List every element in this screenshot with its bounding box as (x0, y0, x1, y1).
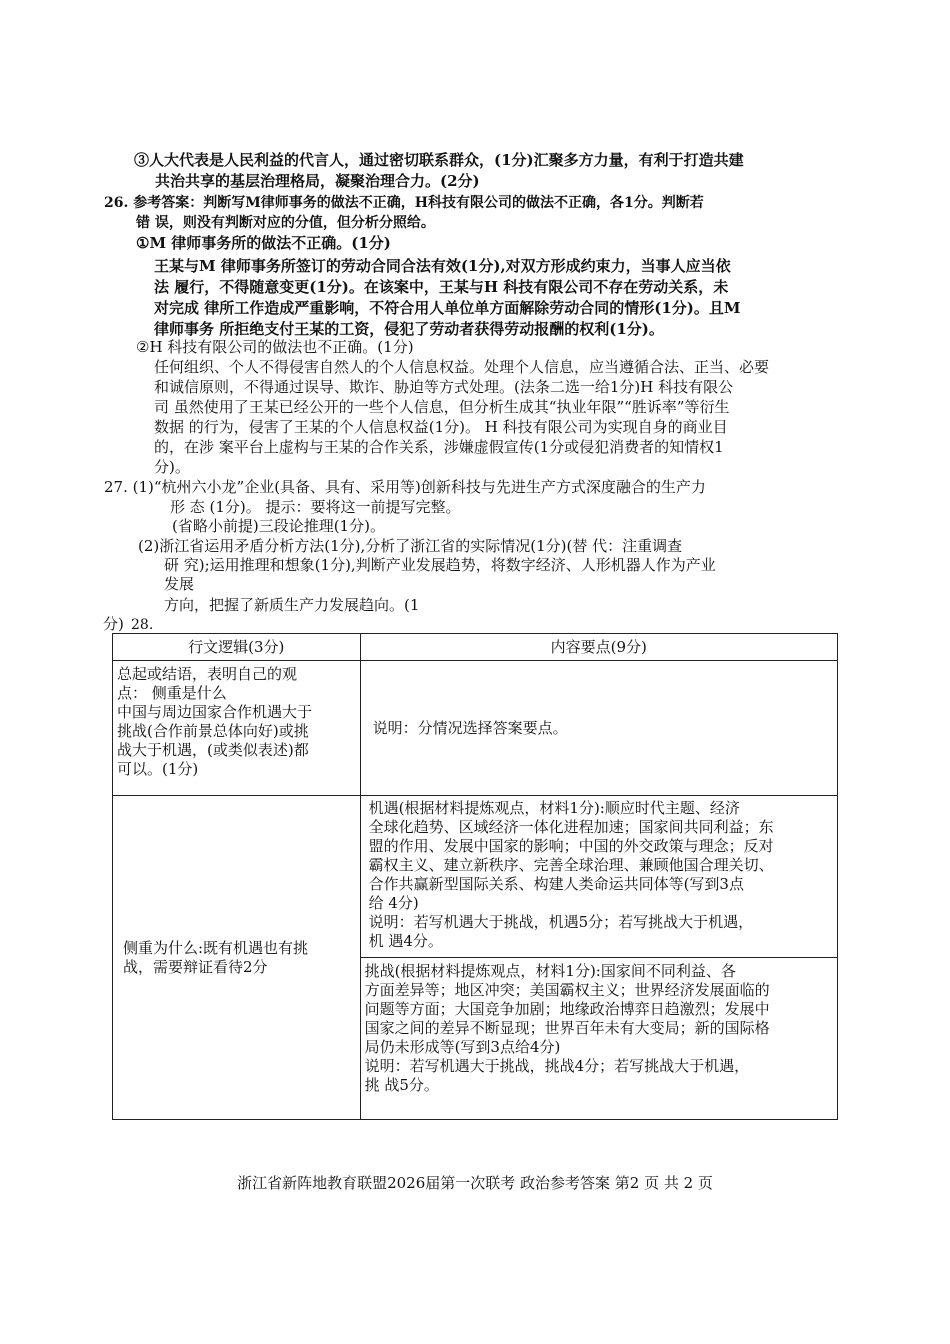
row1-logic-line: 中国与周边国家合作机遇大于 (117, 703, 313, 721)
row1-logic-line: 总起或结语，表明自己的观 (117, 665, 298, 683)
opportunity-line: 全球化趋势、区域经济一体化进程加速；国家间共同利益；东 (368, 818, 774, 836)
q27-line-5: 研 究);运用推理和想象(1分),判断产业发展趋势，将数字经济、人形机器人作为产业 (164, 556, 716, 574)
q26-point2-line-6: 分)。 (154, 458, 190, 476)
row1-logic-cell (113, 661, 361, 796)
row1-logic-line: 可以。(1分) (117, 760, 199, 778)
table-header-row (113, 634, 838, 661)
opportunity-line: 机遇(根据材料提炼观点，材料1分):顺应时代主题、经济 (368, 799, 740, 817)
opportunity-line: 盟的作用、发展中国家的影响；中国的外交政策与理念；反对 (368, 837, 774, 855)
intro-line-1: ③人大代表是人民利益的代言人，通过密切联系群众，(1分)汇聚多方力量，有利于打造共建 (134, 151, 744, 169)
q26-line-2: 错 误，则没有判断对应的分值，但分析分照给。 (136, 215, 435, 231)
row2-logic-line: 战，需要辩证看待2分 (123, 957, 268, 976)
q28-number: 28. (131, 617, 154, 633)
q26-point1-line-1: 王某与M 律师事务所签订的劳动合同合法有效(1分),对双方形成约束力，当事人应当依 (154, 257, 731, 275)
q26-point1-line-2: 法 履行，不得随意变更(1分)。在该案中，王某与H 科技有限公司不存在劳动关系，未 (154, 278, 729, 296)
row2-challenge-cell (360, 958, 837, 1120)
q26-point1-title: ①M 律师事务所的做法不正确。(1分) (136, 234, 391, 252)
q27-line-6: 发展 (164, 575, 195, 593)
q27-line-4: (2)浙江省运用矛盾分析方法(1分),分析了浙江省的实际情况(1分)(替 代：注重调查 (138, 537, 683, 555)
row2-logic-cell (113, 796, 361, 1120)
challenge-line: 挑 战5分。 (364, 1076, 439, 1094)
answer-table (112, 633, 838, 1120)
opportunity-line: 合作共赢新型国际关系、构建人类命运共同体等(写到3点 (368, 875, 744, 893)
q27-line-7: 方向，把握了新质生产力发展趋向。(1 (164, 596, 420, 614)
challenge-line: 问题等方面；大国竞争加剧；地缘政治博弈日趋激烈；发展中 (364, 1000, 770, 1018)
page-footer: 浙江省新阵地教育联盟2026届第一次联考 政治参考答案 第2 页 共 2 页 (237, 1174, 713, 1192)
q27-line-8a: 分) (103, 615, 124, 633)
row1-logic-line: 挑战(合作前景总体向好)或挑 (117, 722, 309, 740)
challenge-line: 方面差异等；地区冲突；美国霸权主义；世界经济发展面临的 (364, 981, 770, 999)
q26-line-1: 26. 参考答案：判断写M律师事务的做法不正确，H科技有限公司的做法不正确，各1分。判断若 (104, 195, 704, 211)
q26-point1-line-3: 对完成 律所工作造成严重影响，不符合用人单位单方面解除劳动合同的情形(1分)。且M (154, 299, 741, 317)
header-logic: 行文逻辑(3分) (113, 634, 361, 661)
table-row (113, 796, 838, 958)
q26-point2-line-2: 和诚信原则，不得通过误导、欺诈、胁迫等方式处理。(法条二选一给1分)H 科技有限公 (154, 378, 734, 396)
q27-line-3: (省略小前提)三段论推理(1分)。 (172, 517, 385, 535)
intro-line-2: 共治共享的基层治理格局，凝聚治理合力。(2分) (155, 172, 480, 190)
challenge-line: 国家之间的差异不断显现；世界百年未有大变局；新的国际格 (364, 1019, 770, 1037)
row2-logic-line: 侧重为什么:既有机遇也有挑 (123, 938, 309, 957)
q26-point2-title: ②H 科技有限公司的做法也不正确。(1分) (136, 338, 414, 356)
opportunity-line: 说明：若写机遇大于挑战，机遇5分；若写挑战大于机遇， (368, 913, 754, 931)
row1-content-cell (360, 661, 837, 796)
challenge-line: 说明：若写机遇大于挑战，挑战4分；若写挑战大于机遇， (364, 1057, 750, 1075)
row1-content-text: 说明：分情况选择答案要点。 (372, 718, 568, 737)
opportunity-line: 给 4分) (368, 894, 419, 912)
q27-line-2: 形 态 (1分)。 提示：要将这一前提写完整。 (170, 498, 461, 516)
q26-point2-line-3: 司 虽然使用了王某已经公开的一些个人信息，但分析生成其“执业年限”“胜诉率”等衍生 (154, 398, 730, 416)
row1-logic-line: 点： 侧重是什么 (117, 684, 227, 702)
opportunity-line: 霸权主义、建立新秩序、完善全球治理、兼顾他国合理关切、 (368, 856, 774, 874)
table-row (113, 661, 838, 796)
row2-opportunity-cell (360, 796, 837, 958)
q26-point2-line-5: 的，在涉 案平台上虚构与王某的合作关系，涉嫌虚假宣传(1分或侵犯消费者的知情权1 (154, 438, 724, 456)
q27-line-1: 27. (1)“杭州六小龙”企业(具备、具有、采用等)创新科技与先进生产方式深度融合的生产力 (104, 478, 706, 496)
q26-point1-line-4: 律师事务 所拒绝支付王某的工资，侵犯了劳动者获得劳动报酬的权利(1分)。 (154, 320, 664, 338)
challenge-line: 局仍未形成等(写到3点给4分) (364, 1038, 561, 1056)
row1-logic-line: 战大于机遇，(或类似表述)都 (117, 741, 309, 759)
challenge-line: 挑战(根据材料提炼观点，材料1分):国家间不同利益、各 (364, 962, 736, 980)
opportunity-line: 机 遇4分。 (368, 932, 443, 950)
q26-point2-line-1: 任何组织、个人不得侵害自然人的个人信息权益。处理个人信息，应当遵循合法、正当、必要 (154, 358, 770, 376)
q26-point2-line-4: 数据 的行为，侵害了王某的个人信息权益(1分)。 H 科技有限公司为实现自身的商业目 (154, 418, 728, 436)
header-content: 内容要点(9分) (360, 634, 837, 661)
